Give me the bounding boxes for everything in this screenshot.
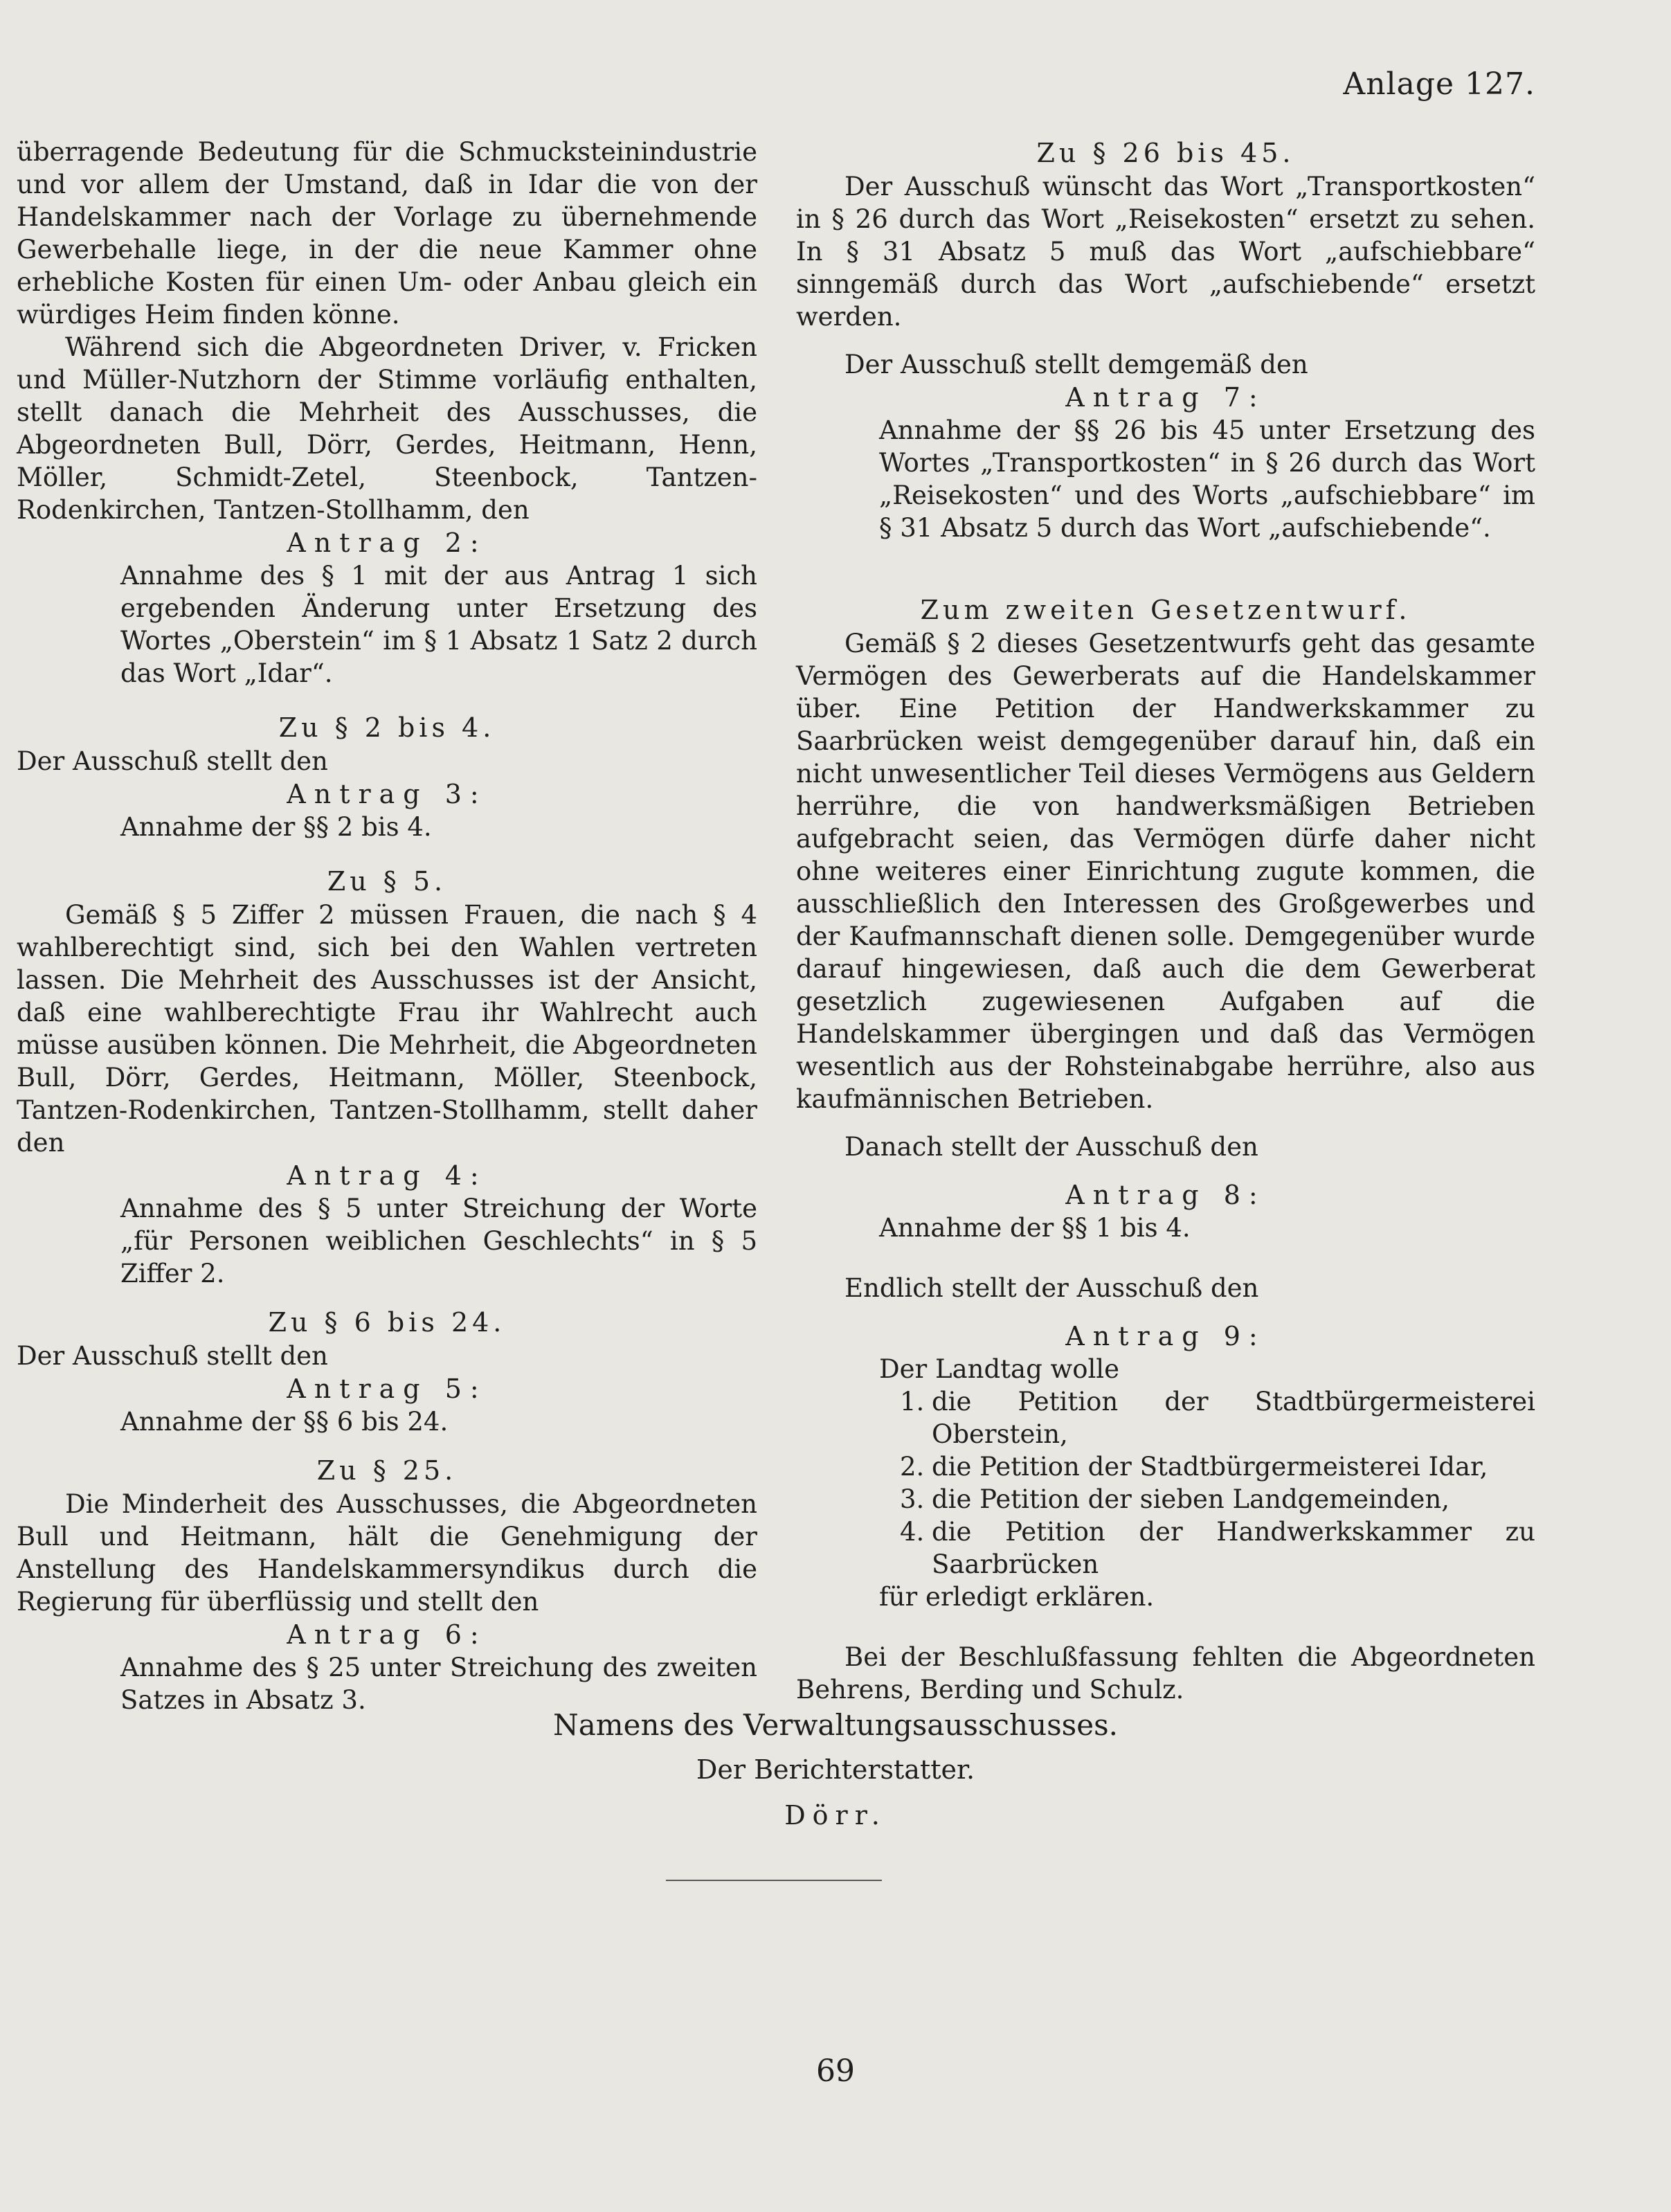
divider-rule	[666, 1880, 882, 1881]
list-text: die Petition der Stadtbürgermeisterei Idar,	[932, 1452, 1488, 1482]
antrag-heading: Antrag 9:	[1065, 1321, 1266, 1351]
list-item	[900, 1385, 1535, 1450]
section-heading: Zum zweiten Gesetzentwurf.	[920, 595, 1411, 625]
antrag-heading: Antrag 3:	[287, 779, 487, 809]
signature-name: Dörr.	[784, 1800, 887, 1831]
right-column	[796, 136, 1535, 1706]
paragraph: Während sich die Abgeordneten Driver, v. Fricken und Müller-Nutzhorn der Stimme vorläufig enthalten, stellt danach die Mehrheit des Ausschusses, die Abgeordneten Bull, Dörr, Gerdes, Heitmann, Henn, Möller, Schmidt-Zetel, Steenbock, Tantzen-Rodenkirchen, Tantzen-Stollhamm, den	[17, 332, 757, 525]
list-text: die Petition der Stadtbürgermeisterei Oberstein,	[932, 1387, 1535, 1449]
antrag-text: Annahme des § 5 unter Streichung der Worte „für Personen weiblichen Geschlechts“ in § 5 Ziffer 2.	[120, 1194, 757, 1288]
paragraph: Der Ausschuß stellt den	[17, 746, 328, 776]
page-number: 69	[816, 2053, 855, 2089]
paragraph: Der Ausschuß wünscht das Wort „Transportkosten“ in § 26 durch das Wort „Reisekosten“ ersetzt zu sehen. In § 31 Absatz 5 muß das Wort „aufschiebbare“ sinngemäß durch das Wort „aufschiebende“ ersetzt werden.	[796, 172, 1535, 332]
antrag-text: Annahme des § 25 unter Streichung des zweiten Satzes in Absatz 3.	[120, 1653, 757, 1715]
paragraph: Der Ausschuß stellt demgemäß den	[844, 350, 1308, 379]
antrag-closing: für erledigt erklären.	[879, 1582, 1155, 1612]
antrag-text: Annahme der §§ 2 bis 4.	[120, 812, 432, 842]
antrag-text: Annahme der §§ 1 bis 4.	[879, 1213, 1191, 1243]
paragraph: Gemäß § 2 dieses Gesetzentwurfs geht das gesamte Vermögen des Gewerberats auf die Handelskammer über. Eine Petition der Handwerkskammer zu Saarbrücken weist demgegenüber darauf hin, daß ein nicht unwesentlicher Teil dieses Vermögens aus Geldern herrühre, die von handwerksmäßigen Betrieben aufgebracht seien, das Vermögen dürfe daher nicht ohne weiteres einer Einrichtung zugute kommen, die ausschließlich den Interessen des Großgewerbes und der Kaufmannschaft dienen solle. Demgegenüber wurde darauf hingewiesen, daß auch die dem Gewerberat gesetzlich zugewiesenen Aufgaben auf die Handelskammer übergingen und daß das Vermögen wesentlich aus der Rohsteinabgabe herrühre, also aus kaufmännischen Betrieben.	[796, 629, 1535, 1114]
list-item	[900, 1516, 1535, 1581]
antrag-heading: Antrag 5:	[287, 1374, 487, 1404]
left-column	[17, 136, 757, 1716]
antrag-heading: Antrag 6:	[287, 1619, 487, 1650]
signature-role: Der Berichterstatter.	[696, 1754, 975, 1785]
paragraph: Endlich stellt der Ausschuß den	[844, 1273, 1259, 1303]
list-number: 2.	[900, 1452, 925, 1482]
section-heading: Zu § 26 bis 45.	[1036, 138, 1295, 168]
section-heading: Zu § 6 bis 24.	[268, 1307, 506, 1338]
petition-list	[796, 1385, 1535, 1581]
antrag-text: Annahme der §§ 6 bis 24.	[120, 1407, 449, 1437]
antrag-heading: Antrag 7:	[1065, 382, 1266, 413]
paragraph: Danach stellt der Ausschuß den	[844, 1132, 1258, 1162]
signature-organization: Namens des Verwaltungsausschusses.	[552, 1708, 1118, 1742]
antrag-text: Annahme der §§ 26 bis 45 unter Ersetzung des Wortes „Transportkosten“ in § 26 durch das Wort „Reisekosten“ und des Worts „aufschiebbare“ im § 31 Absatz 5 durch das Wort „aufschiebende“.	[879, 415, 1535, 543]
list-item	[900, 1450, 1535, 1483]
antrag-heading: Antrag 2:	[287, 528, 487, 558]
section-heading: Zu § 2 bis 4.	[278, 712, 496, 743]
list-number: 1.	[900, 1387, 925, 1417]
paragraph: Die Minderheit des Ausschusses, die Abgeordneten Bull und Heitmann, hält die Genehmigung der Anstellung des Handelskammersyndikus durch die Regierung für überflüssig und stellt den	[17, 1489, 757, 1617]
list-text: die Petition der sieben Landgemeinden,	[932, 1484, 1450, 1514]
page-header-title: Anlage 127.	[1343, 66, 1535, 102]
antrag-heading: Antrag 4:	[287, 1160, 487, 1191]
paragraph: Bei der Beschlußfassung fehlten die Abgeordneten Behrens, Berding und Schulz.	[796, 1642, 1535, 1705]
antrag-text: Annahme des § 1 mit der aus Antrag 1 sich ergebenden Änderung unter Ersetzung des Wortes „Oberstein“ im § 1 Absatz 1 Satz 2 durch das Wort „Idar“.	[120, 561, 757, 688]
list-text: die Petition der Handwerkskammer zu Saarbrücken	[932, 1517, 1535, 1579]
list-item	[900, 1483, 1535, 1516]
section-heading: Zu § 5.	[327, 866, 447, 897]
paragraph: Gemäß § 5 Ziffer 2 müssen Frauen, die nach § 4 wahlberechtigt sind, sich bei den Wahlen vertreten lassen. Die Mehrheit des Ausschusses ist der Ansicht, daß eine wahlberechtigte Frau ihr Wahlrecht auch müsse ausüben können. Die Mehrheit, die Abgeordneten Bull, Dörr, Gerdes, Heitmann, Möller, Steenbock, Tantzen-Rodenkirchen, Tantzen-Stollhamm, stellt daher den	[17, 900, 757, 1158]
list-number: 4.	[900, 1517, 925, 1547]
section-heading: Zu § 25.	[316, 1455, 458, 1486]
paragraph: Der Ausschuß stellt den	[17, 1341, 328, 1371]
antrag-heading: Antrag 8:	[1065, 1180, 1266, 1210]
antrag-text: Der Landtag wolle	[879, 1354, 1120, 1384]
paragraph: überragende Bedeutung für die Schmucksteinindustrie und vor allem der Umstand, daß in Idar die von der Handelskammer nach der Vorlage zu übernehmende Gewerbehalle liege, in der die neue Kammer ohne erhebliche Kosten für einen Um- oder Anbau gleich ein würdiges Heim finden könne.	[17, 137, 757, 330]
list-number: 3.	[900, 1484, 925, 1514]
